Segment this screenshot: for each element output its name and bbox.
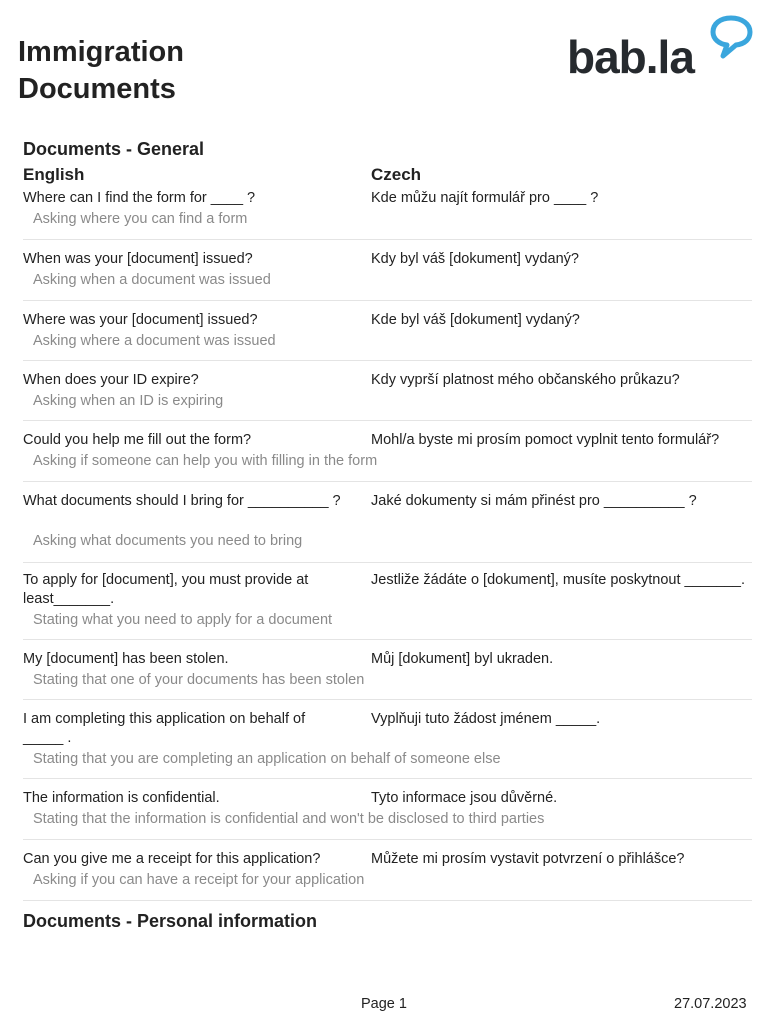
english-phrase: Can you give me a receipt for this application? bbox=[23, 851, 321, 867]
babla-logo bbox=[567, 14, 757, 84]
row-divider bbox=[23, 778, 752, 779]
english-phrase: Where was your [document] issued? bbox=[23, 312, 258, 328]
phrase-description: Stating what you need to apply for a document bbox=[33, 612, 333, 628]
english-phrase: I am completing this application on behalf of _____ . bbox=[23, 711, 306, 746]
page-number: Page 1 bbox=[361, 996, 407, 1012]
row-divider bbox=[23, 360, 752, 361]
english-phrase: What documents should I bring for __________ ? bbox=[23, 493, 341, 509]
column-header-czech: Czech bbox=[371, 165, 422, 184]
english-phrase: My [document] has been stolen. bbox=[23, 651, 229, 667]
row-divider bbox=[23, 239, 752, 240]
english-phrase: When was your [document] issued? bbox=[23, 251, 253, 267]
czech-phrase: Mohl/a byste mi prosím pomoct vyplnit tento formulář? bbox=[371, 432, 720, 448]
phrase-description: Asking where you can find a form bbox=[33, 211, 248, 227]
logo-text: bab.la bbox=[567, 31, 694, 83]
czech-phrase: Můj [dokument] byl ukraden. bbox=[371, 651, 554, 667]
title-line-2: Documents bbox=[18, 73, 176, 105]
english-phrase: Could you help me fill out the form? bbox=[23, 432, 252, 448]
document-title bbox=[18, 34, 184, 108]
row-divider bbox=[23, 420, 752, 421]
english-phrase: Where can I find the form for ____ ? bbox=[23, 190, 256, 206]
phrase-description: Stating that you are completing an application on behalf of someone else bbox=[33, 751, 501, 767]
row-divider bbox=[23, 900, 752, 901]
phrase-description: Stating that the information is confidential and won't be disclosed to third parties bbox=[33, 811, 545, 827]
column-header-english: English bbox=[23, 165, 85, 184]
czech-phrase: Jaké dokumenty si mám přinést pro __________ ? bbox=[371, 493, 697, 509]
speech-bubble-icon bbox=[707, 14, 755, 62]
phrase-description: Asking if someone can help you with filling in the form bbox=[33, 453, 378, 469]
czech-phrase: Kde můžu najít formulář pro ____ ? bbox=[371, 190, 599, 206]
english-phrase: When does your ID expire? bbox=[23, 372, 199, 388]
row-divider bbox=[23, 300, 752, 301]
row-divider bbox=[23, 639, 752, 640]
section-heading-general: Documents - General bbox=[23, 139, 205, 159]
czech-phrase: Tyto informace jsou důvěrné. bbox=[371, 790, 558, 806]
phrase-description: Asking where a document was issued bbox=[33, 333, 276, 349]
row-divider bbox=[23, 699, 752, 700]
czech-phrase: Vyplňuji tuto žádost jménem _____. bbox=[371, 711, 601, 727]
english-phrase: To apply for [document], you must provide at least_______. bbox=[23, 572, 309, 607]
czech-phrase: Kdy vyprší platnost mého občanského průkazu? bbox=[371, 372, 680, 388]
phrase-description: Stating that one of your documents has been stolen bbox=[33, 672, 365, 688]
czech-phrase: Můžete mi prosím vystavit potvrzení o přihlášce? bbox=[371, 851, 685, 867]
phrase-description: Asking when an ID is expiring bbox=[33, 393, 224, 409]
row-divider bbox=[23, 839, 752, 840]
title-line-1: Immigration bbox=[18, 36, 184, 68]
czech-phrase: Kde byl váš [dokument] vydaný? bbox=[371, 312, 580, 328]
section-heading-personal-information: Documents - Personal information bbox=[23, 911, 318, 931]
english-phrase: The information is confidential. bbox=[23, 790, 220, 806]
phrase-description: Asking when a document was issued bbox=[33, 272, 271, 288]
czech-phrase: Kdy byl váš [dokument] vydaný? bbox=[371, 251, 579, 267]
czech-phrase: Jestliže žádáte o [dokument], musíte poskytnout _______. bbox=[371, 572, 746, 588]
row-divider bbox=[23, 481, 752, 482]
phrase-description: Asking if you can have a receipt for your application bbox=[33, 872, 365, 888]
footer-date: 27.07.2023 bbox=[674, 996, 747, 1012]
phrase-description: Asking what documents you need to bring bbox=[33, 533, 303, 549]
row-divider bbox=[23, 562, 752, 563]
